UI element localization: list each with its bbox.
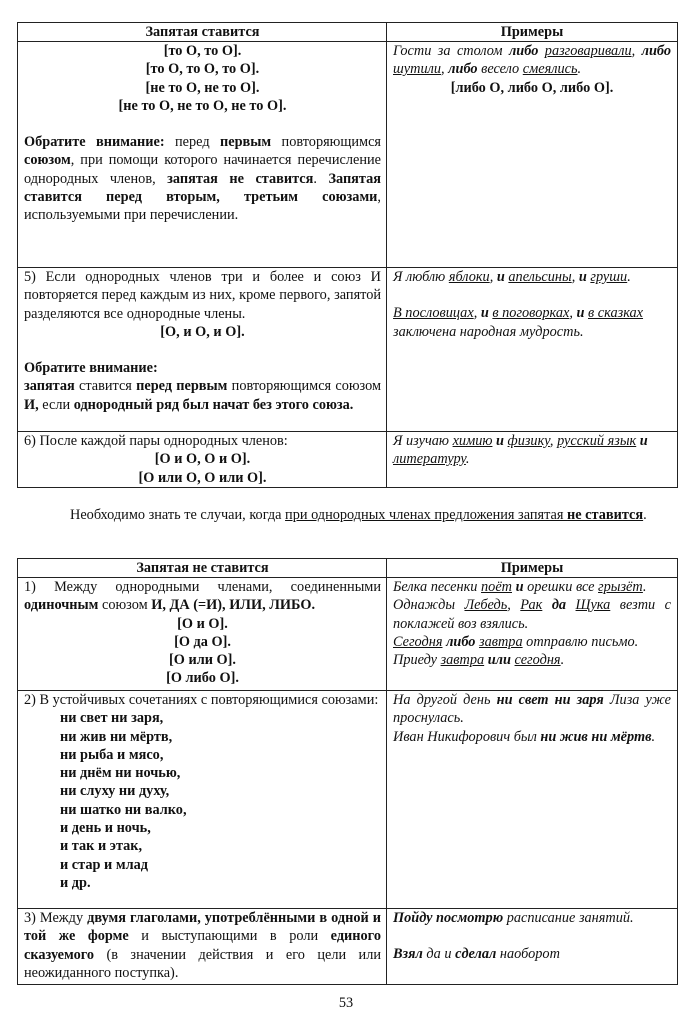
text-segment: смеялись — [522, 61, 578, 78]
text-segment: и выступающими в роли — [128, 928, 331, 945]
phrase: ни слуху ни духу, — [60, 783, 170, 800]
table-header-row — [18, 23, 677, 41]
header-examples: Примеры — [500, 24, 564, 40]
example — [393, 633, 671, 651]
text-segment: если — [42, 396, 74, 413]
text-segment: да и — [422, 946, 456, 963]
rule-text: 5) Если однородных членов три и более и союз И повторяется перед каждым из них, кроме первого, запятой разделяются все однородные члены. — [24, 269, 381, 322]
text-segment: расписание занятий. — [503, 910, 634, 926]
header-rule: Запятая ставится — [18, 23, 387, 41]
text-segment: Лебедь — [464, 597, 508, 614]
phrase: ни рыба и мясо, — [60, 746, 164, 763]
text-segment: , — [473, 305, 481, 322]
phrase: и др. — [60, 874, 91, 891]
text-segment: , — [549, 433, 558, 449]
table-row — [18, 41, 677, 267]
text-segment: Я изучаю — [393, 433, 453, 449]
formula: [не то О, не то О, не то О]. — [118, 97, 287, 114]
text-segment: либо — [641, 43, 671, 59]
example-cell — [387, 268, 677, 431]
text-segment: не ставится — [567, 507, 644, 523]
text-segment — [542, 597, 551, 613]
text-segment: , — [489, 269, 497, 285]
example — [393, 728, 671, 746]
table-row — [18, 577, 677, 690]
text-segment: . — [560, 652, 565, 669]
text-segment: союзом — [24, 152, 71, 169]
text-segment: поёт — [481, 579, 512, 595]
phrase: и стар и млад — [60, 856, 148, 873]
text-segment: единого сказуемого — [24, 928, 381, 963]
text-segment: союзом — [98, 597, 152, 614]
text-segment: Сегодня — [393, 633, 443, 650]
text-segment: литературу — [393, 451, 466, 468]
text-segment: заключена народная мудрость. — [393, 323, 584, 340]
text-segment: перед — [164, 134, 220, 151]
phrase: ни днём ни ночью, — [60, 765, 181, 782]
text-segment: и — [496, 433, 504, 449]
example — [393, 596, 671, 633]
rule-cell — [18, 42, 387, 267]
rule-text — [24, 578, 381, 615]
note-title: Обратите внимание: — [24, 360, 158, 377]
example — [393, 691, 671, 728]
text-segment: апельсины — [508, 269, 572, 285]
text-segment: ставится — [74, 378, 137, 395]
text-segment: везти с поклажей воз взялись. — [393, 597, 671, 632]
text-segment: , — [569, 305, 577, 322]
text-segment: И, ДА (=И), ИЛИ, ЛИБО. — [151, 597, 316, 614]
table-row — [18, 690, 677, 908]
text-segment: . — [313, 170, 329, 187]
formula: [О или О]. — [169, 652, 236, 669]
text-segment: Щука — [575, 597, 611, 614]
text-segment: . — [651, 728, 656, 745]
text-segment: ни жив ни мёртв — [540, 728, 652, 745]
header-rule: Запятая не ставится — [18, 559, 387, 577]
text-segment: сделал — [455, 946, 497, 963]
text-segment: ни свет ни заря — [496, 692, 604, 708]
text-segment: яблоки — [448, 269, 490, 285]
note — [24, 377, 381, 414]
text-segment: завтра — [479, 633, 523, 650]
text-segment: , при помощи которого начинается перечисление однородных членов, — [24, 152, 381, 187]
text-segment: перед первым — [136, 378, 228, 395]
text-segment: Запятая ставится перед вторым, третьим союзами — [24, 170, 381, 206]
text-segment: или — [487, 652, 511, 669]
text-segment: Приеду — [393, 652, 441, 669]
table-row — [18, 908, 677, 984]
text-segment: и — [578, 269, 587, 285]
text-segment: Лиза уже проснулась. — [393, 692, 672, 727]
rule-text: 6) После каждой пары однородных членов: — [24, 433, 288, 449]
example — [393, 578, 671, 596]
text-segment: , — [507, 597, 521, 614]
text-segment: запятая не ставится — [167, 170, 314, 187]
rule-text: 2) В устойчивых сочетаниях с повторяющимися союзами: — [24, 692, 379, 708]
text-segment: . — [465, 451, 470, 468]
text-segment — [566, 597, 575, 613]
text-segment: при однородных членах предложения запятая — [285, 507, 568, 523]
table-header-row — [18, 559, 677, 577]
phrase-list — [24, 709, 381, 892]
text-segment: , — [441, 61, 449, 78]
text-segment: груши — [590, 269, 628, 285]
text-segment: либо — [508, 43, 539, 59]
formula: [либо О, либо О, либо О]. — [450, 79, 614, 96]
table-row — [18, 431, 677, 487]
text-segment: . — [627, 269, 631, 285]
phrase: ни свет ни заря, — [60, 710, 164, 727]
text-segment: сегодня — [514, 652, 561, 669]
phrase: ни жив ни мёртв, — [60, 728, 173, 745]
example-cell — [387, 42, 677, 267]
text-segment: повторяющимся союзом — [227, 378, 382, 395]
text-segment: Иван Никифорович был — [393, 728, 541, 745]
text-segment: Необходимо знать те случаи, когда — [70, 507, 286, 523]
comma-rules-table — [17, 22, 678, 488]
rule-cell — [18, 268, 387, 431]
rule-cell — [18, 909, 387, 984]
text-segment: в поговорках — [492, 305, 570, 322]
text-segment: . — [642, 579, 647, 595]
example — [393, 268, 671, 286]
text-segment: и — [496, 269, 505, 285]
text-segment: завтра — [440, 652, 485, 669]
example — [393, 909, 671, 927]
formula: [О да О]. — [174, 633, 231, 650]
example — [393, 304, 671, 341]
text-segment: грызёт — [598, 579, 643, 595]
text-segment: , — [571, 269, 579, 285]
text-segment: первым — [220, 134, 272, 151]
formula: [О или О, О или О]. — [138, 469, 267, 486]
text-segment: русский язык — [557, 433, 637, 449]
text-segment: орешки все — [523, 579, 599, 595]
text-segment: Рак — [520, 597, 543, 614]
text-segment: весело — [477, 61, 523, 78]
example-cell — [387, 578, 677, 690]
text-segment: и — [515, 579, 524, 595]
text-segment: 1) Между однородными членами, соединенными — [24, 579, 381, 595]
text-segment: . — [577, 61, 582, 78]
formula: [то О, то О, то О]. — [145, 61, 260, 78]
text-segment: Я люблю — [393, 269, 449, 285]
formula: [О и О, О и О]. — [154, 451, 251, 468]
intro-paragraph — [22, 506, 672, 524]
table-row — [18, 267, 677, 431]
text-segment: Пойду посмотрю — [393, 910, 504, 926]
no-comma-rules-table — [17, 558, 678, 985]
formula: [то О, то О]. — [163, 43, 242, 59]
text-segment: (в значении действия и его цели или неожиданного поступка). — [24, 946, 381, 981]
text-segment: запятая — [24, 378, 75, 395]
text-segment: либо — [448, 61, 478, 78]
phrase: и так и этак, — [60, 838, 143, 855]
text-segment: и — [576, 305, 585, 322]
text-segment: Обратите внимание: — [24, 134, 165, 151]
text-segment: да — [551, 597, 567, 614]
text-segment: Взял — [393, 946, 423, 963]
text-segment: отправлю письмо. — [522, 633, 639, 650]
text-segment: в сказках — [588, 305, 644, 322]
text-segment: разговаривали — [544, 43, 632, 59]
rule-cell — [18, 432, 387, 487]
text-segment: повторяющимся — [271, 134, 381, 151]
example — [393, 945, 671, 963]
note — [24, 133, 381, 224]
text-segment: химию — [452, 433, 493, 449]
text-segment: однородный ряд был начат без этого союза. — [73, 396, 354, 413]
text-segment: двумя глаголами, употреблёнными в одной и той же форме — [24, 910, 381, 945]
formula: [не то О, не то О]. — [145, 79, 260, 96]
phrase: и день и ночь, — [60, 820, 151, 837]
example-cell — [387, 432, 677, 487]
text-segment: . — [643, 507, 647, 523]
text-segment: и — [480, 305, 489, 322]
text-segment: , используемыми при перечислении. — [24, 189, 381, 224]
text-segment: и — [639, 433, 648, 449]
example — [393, 42, 671, 79]
text-segment: И, — [24, 396, 43, 413]
text-segment: физику — [507, 433, 550, 449]
formula: [О либо О]. — [166, 670, 239, 687]
phrase: ни шатко ни валко, — [60, 801, 187, 818]
formula: [О, и О, и О]. — [160, 323, 245, 340]
text-segment: одиночным — [24, 597, 99, 614]
header-examples: Примеры — [500, 560, 564, 576]
example — [393, 432, 671, 469]
text-segment: Гости за столом — [393, 43, 509, 59]
text-segment: Белка песенки — [393, 579, 482, 595]
text-segment: либо — [446, 633, 476, 650]
formula: [О и О]. — [177, 615, 228, 632]
text-segment: На другой день — [393, 692, 497, 708]
text-segment: шутили — [393, 61, 441, 78]
example-cell — [387, 909, 677, 984]
text-segment: 3) Между — [24, 910, 88, 926]
example — [393, 651, 671, 669]
text-segment: наоборот — [496, 946, 560, 963]
page-number: 53 — [338, 995, 354, 1011]
rule-cell — [18, 578, 387, 690]
text-segment: , — [631, 43, 642, 59]
example-cell — [387, 691, 677, 908]
text-segment: В пословицах — [393, 305, 474, 322]
text-segment: Однажды — [393, 597, 465, 614]
rule-text — [24, 909, 381, 982]
rule-cell — [18, 691, 387, 908]
